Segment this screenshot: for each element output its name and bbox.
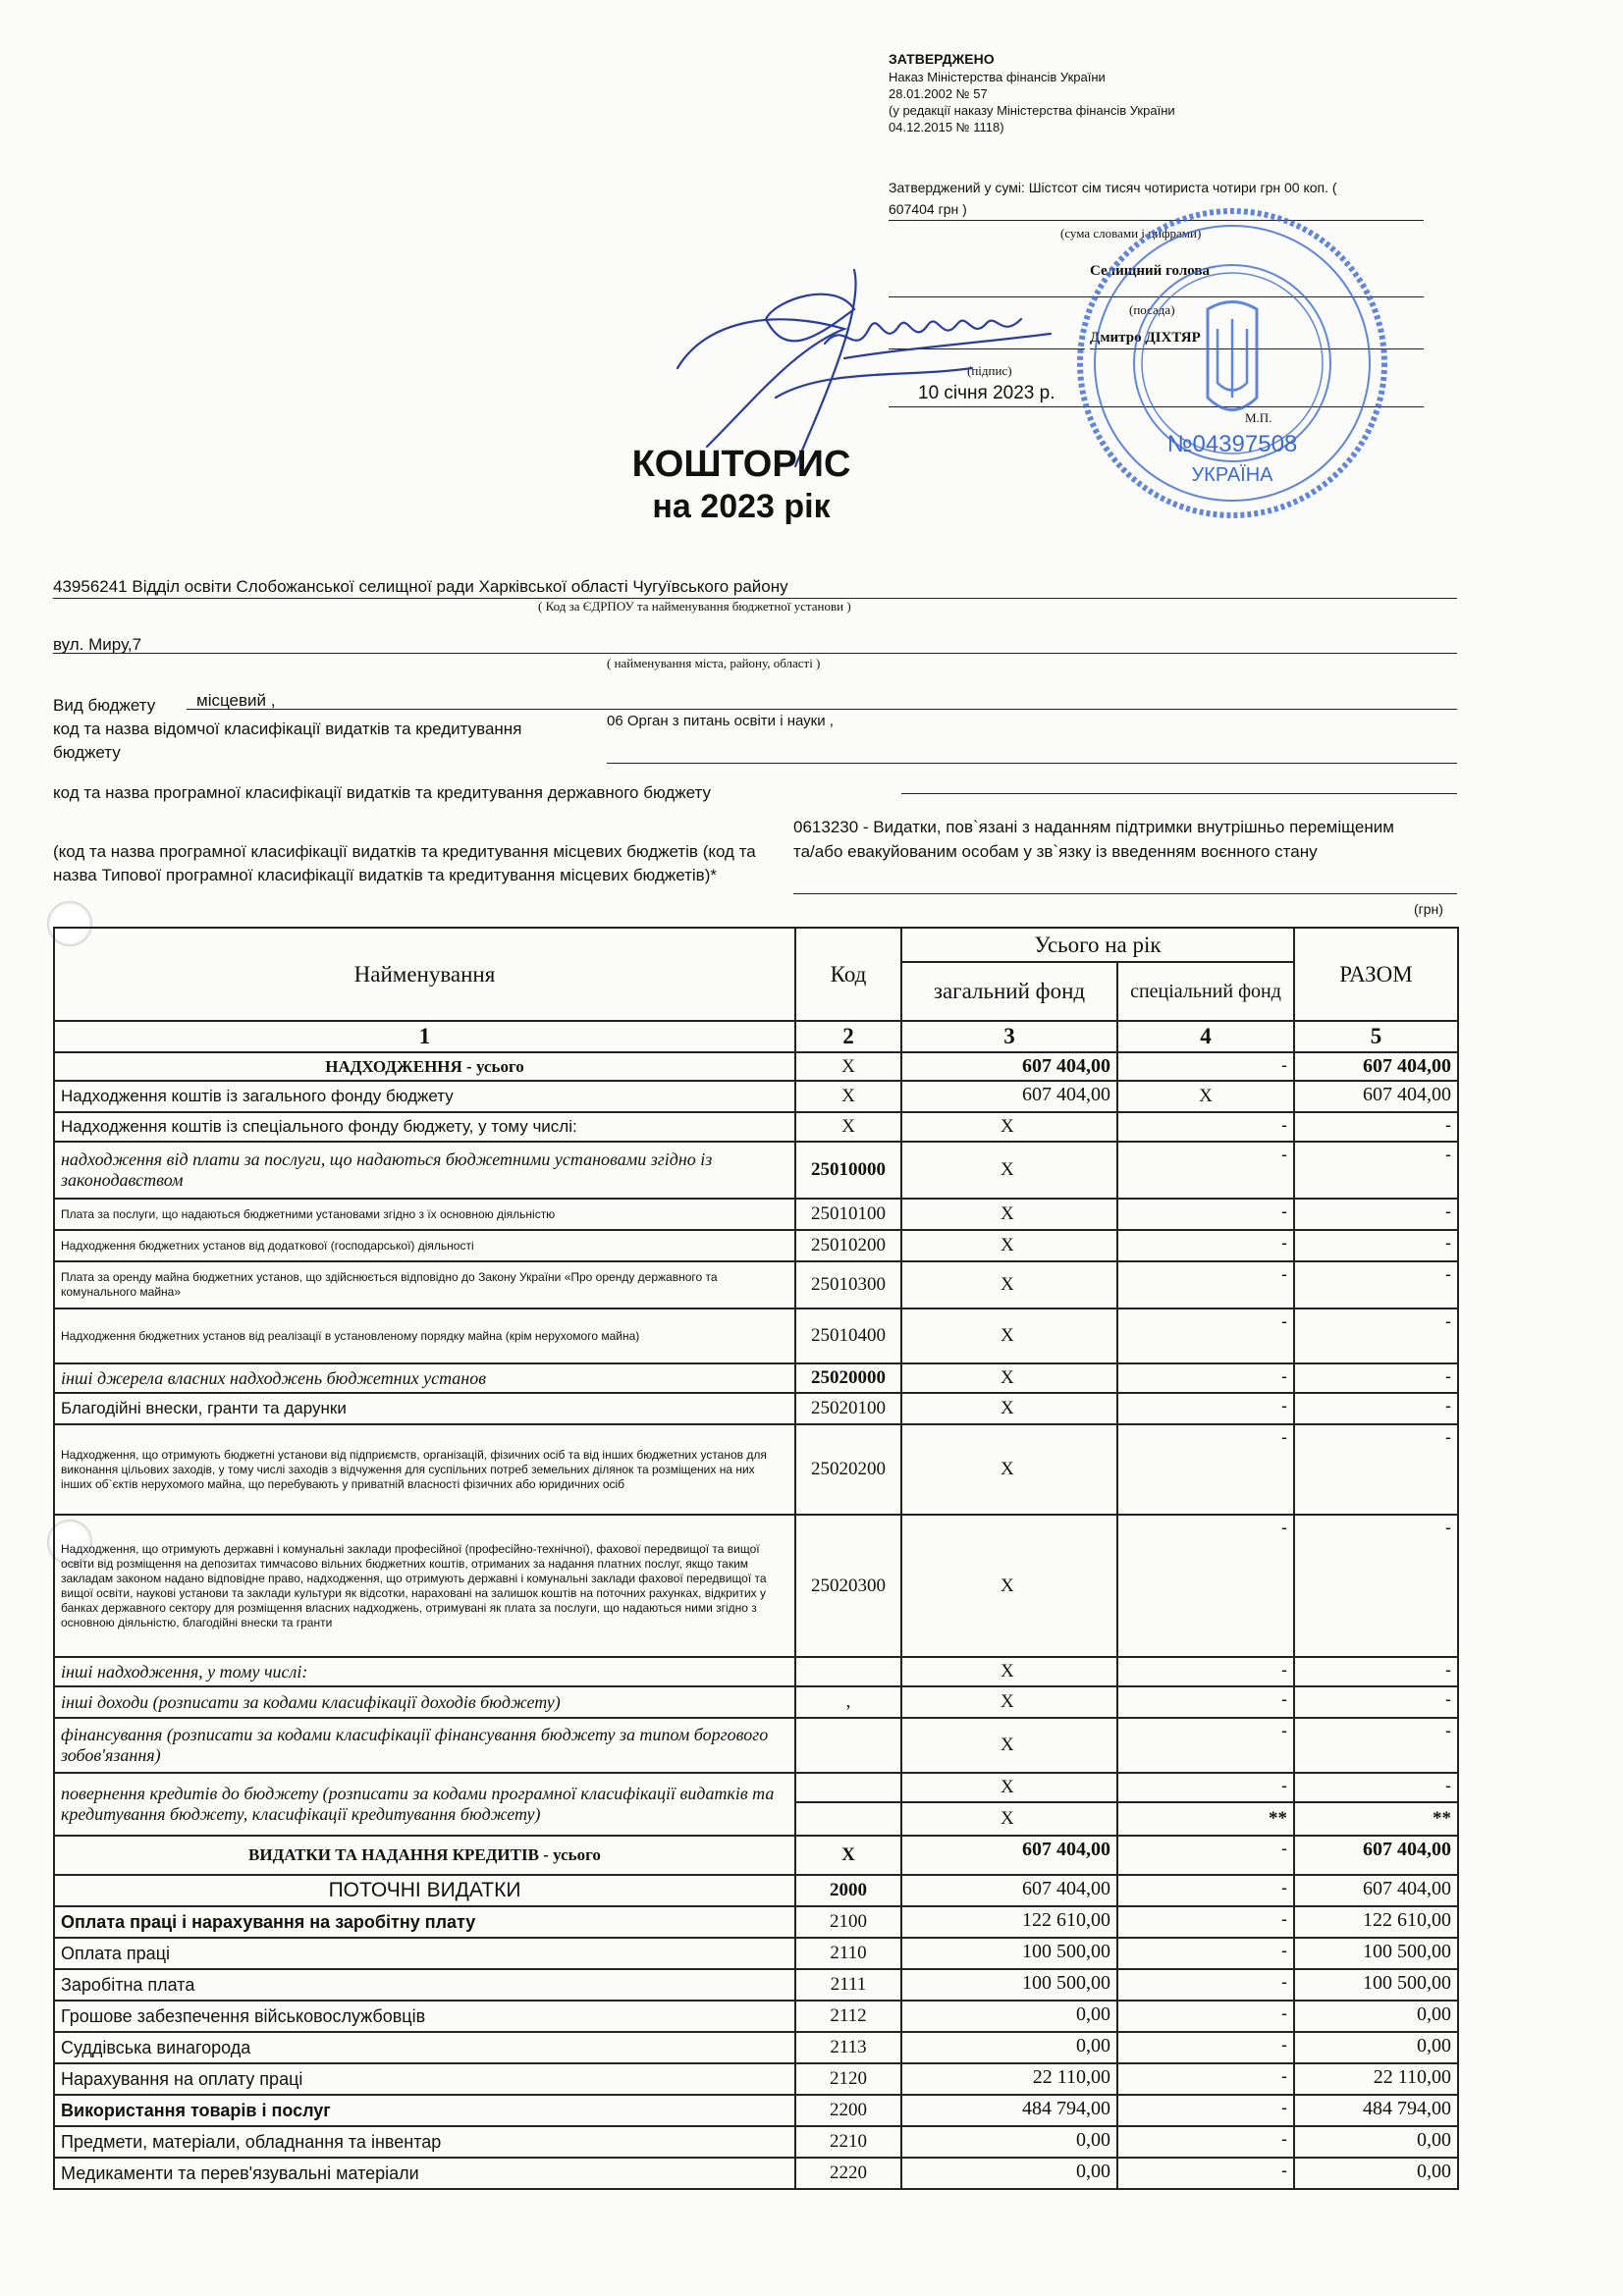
row-general: Х xyxy=(901,1424,1117,1515)
row-name: Надходження коштів із загального фонду бюджету xyxy=(54,1081,795,1112)
column-number: 5 xyxy=(1294,1021,1458,1052)
row-total: 484 794,00 xyxy=(1294,2095,1458,2126)
row-special: - xyxy=(1117,1938,1294,1969)
row-special: - xyxy=(1117,2126,1294,2158)
row-code: 25010100 xyxy=(795,1199,901,1230)
document-title: КОШТОРИС xyxy=(631,444,851,485)
institution-address: вул. Миру,7 xyxy=(53,635,142,654)
row-special: - xyxy=(1117,1657,1294,1686)
dept-classification-label: код та назва відомчої класифікації видатків та кредитування бюджету xyxy=(53,720,522,762)
row-name: Благодійні внески, гранти та дарунки xyxy=(54,1393,795,1424)
row-name: НАДХОДЖЕННЯ - усього xyxy=(54,1052,795,1081)
row-name: Оплата праці і нарахування на заробітну плату xyxy=(54,1906,795,1938)
table-row xyxy=(54,1515,1458,1657)
row-total: - xyxy=(1294,1199,1458,1230)
table-row xyxy=(54,1657,1458,1686)
row-name: Суддівська винагорода xyxy=(54,2032,795,2063)
column-number: 1 xyxy=(54,1021,795,1052)
row-special: - xyxy=(1117,2001,1294,2032)
row-special: - xyxy=(1117,1142,1294,1199)
row-special: - xyxy=(1117,1199,1294,1230)
row-code: 25010400 xyxy=(795,1308,901,1363)
row-special: - xyxy=(1117,1836,1294,1875)
row-code: 2220 xyxy=(795,2158,901,2189)
row-code: 2112 xyxy=(795,2001,901,2032)
row-name: Надходження, що отримують бюджетні установи від підприємств, організацій, фізичних осіб та від інших бюджетних установ для виконання цільових заходів, у тому числі заходів з відчуження для суспільних потреб земельних ділянок та розміщених на них інших об`єктів нерухомого майна, що перебувають у приватній власності фізичних або юридичних осіб xyxy=(54,1424,795,1515)
row-total: - xyxy=(1294,1142,1458,1199)
table-row xyxy=(54,2126,1458,2158)
row-general: Х xyxy=(901,1657,1117,1686)
row-name: Оплата праці xyxy=(54,1938,795,1969)
row-name: Медикаменти та перев'язувальні матеріали xyxy=(54,2158,795,2189)
table-row xyxy=(54,2095,1458,2126)
row-name: Надходження бюджетних установ від реалізації в установленому порядку майна (крім нерухомого майна) xyxy=(54,1308,795,1363)
row-total: - xyxy=(1294,1773,1458,1802)
row-name: Використання товарів і послуг xyxy=(54,2095,795,2126)
row-code: 25010300 xyxy=(795,1261,901,1308)
row-total: - xyxy=(1294,1112,1458,1142)
dept-classification-value: 06 Орган з питань освіти і науки , xyxy=(607,713,834,729)
row-code: 25010200 xyxy=(795,1230,901,1261)
row-general: 100 500,00 xyxy=(901,1969,1117,2001)
row-total: - xyxy=(1294,1393,1458,1424)
row-name: інші доходи (розписати за кодами класифікації доходів бюджету) xyxy=(54,1686,795,1718)
row-general: Х xyxy=(901,1112,1117,1142)
row-general: 0,00 xyxy=(901,2001,1117,2032)
order-line: 04.12.2015 № 1118) xyxy=(889,120,1004,134)
row-general: 607 404,00 xyxy=(901,1836,1117,1875)
row-name: надходження від плати за послуги, що надаються бюджетними установами згідно із законодавством xyxy=(54,1142,795,1199)
currency-label: (грн) xyxy=(1414,901,1443,917)
header-special-fund: спеціальний фонд xyxy=(1117,962,1294,1021)
row-total: - xyxy=(1294,1230,1458,1261)
row-special: Х xyxy=(1117,1081,1294,1112)
row-special-2: ** xyxy=(1117,1802,1294,1836)
seal-code: №04397508 xyxy=(1166,431,1298,457)
order-line: (у редакції наказу Міністерства фінансів України xyxy=(889,103,1175,118)
row-general: 607 404,00 xyxy=(901,1052,1117,1081)
table-row xyxy=(54,1112,1458,1142)
row-general: Х xyxy=(901,1199,1117,1230)
row-code: , xyxy=(795,1686,901,1718)
row-total: - xyxy=(1294,1261,1458,1308)
table-row xyxy=(54,1424,1458,1515)
institution-caption: ( Код за ЄДРПОУ та найменування бюджетної установи ) xyxy=(538,599,851,614)
row-total: - xyxy=(1294,1718,1458,1773)
budget-type-underline xyxy=(187,709,1457,710)
table-row xyxy=(54,1969,1458,2001)
row-code: 2000 xyxy=(795,1875,901,1906)
row-general: 0,00 xyxy=(901,2158,1117,2189)
order-line: 28.01.2002 № 57 xyxy=(889,86,988,101)
row-name: інші надходження, у тому числі: xyxy=(54,1657,795,1686)
row-code: Х xyxy=(795,1052,901,1081)
row-total: - xyxy=(1294,1308,1458,1363)
row-code: 2200 xyxy=(795,2095,901,2126)
row-general: 100 500,00 xyxy=(901,1938,1117,1969)
row-general: Х xyxy=(901,1393,1117,1424)
row-special: - xyxy=(1117,2095,1294,2126)
column-number: 3 xyxy=(901,1021,1117,1052)
row-total: 100 500,00 xyxy=(1294,1938,1458,1969)
budget-type-value: місцевий , xyxy=(196,691,276,710)
row-code xyxy=(795,1657,901,1686)
budget-type-label: Вид бюджету xyxy=(53,696,156,715)
row-total: 122 610,00 xyxy=(1294,1906,1458,1938)
table-row xyxy=(54,1773,1458,1802)
row-special: - xyxy=(1117,1424,1294,1515)
row-total: 0,00 xyxy=(1294,2158,1458,2189)
row-special: - xyxy=(1117,2032,1294,2063)
row-code: 25020300 xyxy=(795,1515,901,1657)
row-special: - xyxy=(1117,1906,1294,1938)
row-code: 2210 xyxy=(795,2126,901,2158)
row-code: 25020100 xyxy=(795,1393,901,1424)
row-name: інші джерела власних надходжень бюджетних установ xyxy=(54,1363,795,1393)
table-row xyxy=(54,1906,1458,1938)
seal-caption: М.П. xyxy=(1245,410,1272,425)
local-program-underline xyxy=(793,893,1457,894)
header-name: Найменування xyxy=(54,928,795,1021)
row-code xyxy=(795,1773,901,1802)
column-number: 4 xyxy=(1117,1021,1294,1052)
position-caption: (посада) xyxy=(1129,302,1175,317)
institution-name: 43956241 Відділ освіти Слобожанської селищної ради Харківської області Чугуївського району xyxy=(53,577,788,596)
row-general: Х xyxy=(901,1308,1117,1363)
table-row xyxy=(54,2063,1458,2095)
table-row xyxy=(54,2032,1458,2063)
table-row xyxy=(54,1875,1458,1906)
row-name: ВИДАТКИ ТА НАДАННЯ КРЕДИТІВ - усього xyxy=(54,1836,795,1875)
row-total: 0,00 xyxy=(1294,2126,1458,2158)
row-total: 607 404,00 xyxy=(1294,1836,1458,1875)
row-total: 607 404,00 xyxy=(1294,1052,1458,1081)
row-code: 25020200 xyxy=(795,1424,901,1515)
approved-heading: ЗАТВЕРДЖЕНО xyxy=(889,51,995,67)
row-code xyxy=(795,1802,901,1836)
local-program-label: (код та назва програмної класифікації видатків та кредитування місцевих бюджетів (код та назва Типової програмної класифікації видатків та кредитування місцевих бюджетів)* xyxy=(53,842,756,884)
row-name: Надходження коштів із спеціального фонду бюджету, у тому числі: xyxy=(54,1112,795,1142)
table-row xyxy=(54,1081,1458,1112)
seal-country: УКРАЇНА xyxy=(1191,464,1273,486)
row-general: Х xyxy=(901,1261,1117,1308)
row-general: Х xyxy=(901,1686,1117,1718)
header-general-fund: загальний фонд xyxy=(901,962,1117,1021)
table-row xyxy=(54,1836,1458,1875)
row-code: 25020000 xyxy=(795,1363,901,1393)
row-special: - xyxy=(1117,1363,1294,1393)
row-total: 0,00 xyxy=(1294,2001,1458,2032)
official-name: Дмитро ДІХТЯР xyxy=(1090,330,1201,346)
state-program-underline xyxy=(901,793,1457,794)
row-general: 0,00 xyxy=(901,2032,1117,2063)
row-name: повернення кредитів до бюджету (розписати за кодами програмної класифікації видатків та кредитування бюджету, класифікації кредитування бюджету) xyxy=(54,1773,795,1836)
row-general: 607 404,00 xyxy=(901,1081,1117,1112)
row-special: - xyxy=(1117,1393,1294,1424)
row-code xyxy=(795,1718,901,1773)
signature-caption: (підпис) xyxy=(967,363,1012,378)
address-caption: ( найменування міста, району, області ) xyxy=(607,656,821,670)
approval-date: 10 січня 2023 р. xyxy=(918,383,1055,403)
row-general: 607 404,00 xyxy=(901,1875,1117,1906)
local-program-value: 0613230 - Видатки, пов`язані з наданням підтримки внутрішньо переміщеним та/або евакуйованим особам у зв`язку із введенням воєнного стану xyxy=(793,818,1394,861)
row-name: Грошове забезпечення військовослужбовців xyxy=(54,2001,795,2032)
table-row xyxy=(54,2158,1458,2189)
row-special: - xyxy=(1117,1875,1294,1906)
row-special: - xyxy=(1117,1052,1294,1081)
dept-underline xyxy=(607,763,1457,764)
header-code: Код xyxy=(795,928,901,1021)
table-row xyxy=(54,1363,1458,1393)
row-name: Плата за оренду майна бюджетних установ, що здійснюється відповідно до Закону України «Про оренду державного та комунального майна» xyxy=(54,1261,795,1308)
row-name: Надходження бюджетних установ від додаткової (господарської) діяльності xyxy=(54,1230,795,1261)
row-general: Х xyxy=(901,1230,1117,1261)
row-special: - xyxy=(1117,1686,1294,1718)
row-total: 607 404,00 xyxy=(1294,1875,1458,1906)
document-year: на 2023 рік xyxy=(652,488,831,525)
position-value: Селищний голова xyxy=(1090,263,1210,279)
row-special: - xyxy=(1117,1112,1294,1142)
row-code: 2110 xyxy=(795,1938,901,1969)
row-code: Х xyxy=(795,1081,901,1112)
row-name: Заробітна плата xyxy=(54,1969,795,2001)
table-row xyxy=(54,1142,1458,1199)
row-total: 0,00 xyxy=(1294,2032,1458,2063)
row-total: - xyxy=(1294,1686,1458,1718)
row-special: - xyxy=(1117,1230,1294,1261)
budget-table xyxy=(53,927,1459,2190)
row-total-2: ** xyxy=(1294,1802,1458,1836)
row-code: 2111 xyxy=(795,1969,901,2001)
sum-caption: (сума словами і цифрами) xyxy=(1060,226,1202,240)
row-general: Х xyxy=(901,1718,1117,1773)
row-code: 2100 xyxy=(795,1906,901,1938)
approved-sum: Затверджений у сумі: Шістсот сім тисяч чотириста чотири грн 00 коп. ( xyxy=(889,180,1337,195)
table-row xyxy=(54,1308,1458,1363)
row-special: - xyxy=(1117,2158,1294,2189)
table-row xyxy=(54,1230,1458,1261)
row-total: - xyxy=(1294,1424,1458,1515)
table-row xyxy=(54,1199,1458,1230)
row-total: - xyxy=(1294,1363,1458,1393)
row-general: 122 610,00 xyxy=(901,1906,1117,1938)
header-total-year: Усього на рік xyxy=(901,928,1294,962)
row-general: Х xyxy=(901,1142,1117,1199)
row-total: - xyxy=(1294,1515,1458,1657)
row-code: 2113 xyxy=(795,2032,901,2063)
table-row xyxy=(54,1686,1458,1718)
table-row xyxy=(54,1052,1458,1081)
row-special: - xyxy=(1117,1261,1294,1308)
row-general: 484 794,00 xyxy=(901,2095,1117,2126)
approved-sum-digits: 607404 грн ) xyxy=(889,201,967,217)
row-code: Х xyxy=(795,1836,901,1875)
row-total: 100 500,00 xyxy=(1294,1969,1458,2001)
row-name: Плата за послуги, що надаються бюджетними установами згідно з їх основною діяльністю xyxy=(54,1199,795,1230)
row-name: Надходження, що отримують державні і комунальні заклади професійної (професійно-технічної), фахової передвищої та вищої освіти від розміщення на депозитах тимчасово вільних бюджетних коштів, отриманих за надання платних послуг, якщо таким закладам законом надано відповідне право, надходження, що отримують державні і комунальні заклади фахової передвищої та вищої освіти, наукові установи та заклади культури як відсотки, нараховані на залишок коштів на поточних рахунках, відкритих у банках державного сектору для розміщення власних надходжень, отримувані як плата за послуги, що надаються ними згідно з основною діяльністю, благодійні внески та гранти xyxy=(54,1515,795,1657)
row-code: 2120 xyxy=(795,2063,901,2095)
row-code: Х xyxy=(795,1112,901,1142)
row-special: - xyxy=(1117,1718,1294,1773)
column-number: 2 xyxy=(795,1021,901,1052)
row-special: - xyxy=(1117,2063,1294,2095)
row-general: 0,00 xyxy=(901,2126,1117,2158)
row-general: Х xyxy=(901,1773,1117,1802)
row-total: 22 110,00 xyxy=(1294,2063,1458,2095)
row-name: Нарахування на оплату праці xyxy=(54,2063,795,2095)
table-row xyxy=(54,1718,1458,1773)
row-total: 607 404,00 xyxy=(1294,1081,1458,1112)
row-name: фінансування (розписати за кодами класифікації фінансування бюджету за типом боргового зобов'язання) xyxy=(54,1718,795,1773)
row-special: - xyxy=(1117,1773,1294,1802)
official-seal xyxy=(1070,201,1394,525)
table-row xyxy=(54,2001,1458,2032)
row-general: Х xyxy=(901,1515,1117,1657)
header-total: РАЗОМ xyxy=(1294,928,1458,1021)
row-name: ПОТОЧНІ ВИДАТКИ xyxy=(54,1875,795,1906)
order-line: Наказ Міністерства фінансів України xyxy=(889,70,1106,84)
address-underline xyxy=(53,653,1457,654)
row-special: - xyxy=(1117,1308,1294,1363)
row-general: Х xyxy=(901,1363,1117,1393)
table-row xyxy=(54,1393,1458,1424)
row-special: - xyxy=(1117,1515,1294,1657)
row-total: - xyxy=(1294,1657,1458,1686)
signature-image xyxy=(648,250,1070,476)
row-general: 22 110,00 xyxy=(901,2063,1117,2095)
row-code: 25010000 xyxy=(795,1142,901,1199)
row-name: Предмети, матеріали, обладнання та інвентар xyxy=(54,2126,795,2158)
row-special: - xyxy=(1117,1969,1294,2001)
table-row xyxy=(54,1261,1458,1308)
table-row xyxy=(54,1938,1458,1969)
state-program-label: код та назва програмної класифікації видатків та кредитування державного бюджету xyxy=(53,783,712,802)
row-general-2: Х xyxy=(901,1802,1117,1836)
